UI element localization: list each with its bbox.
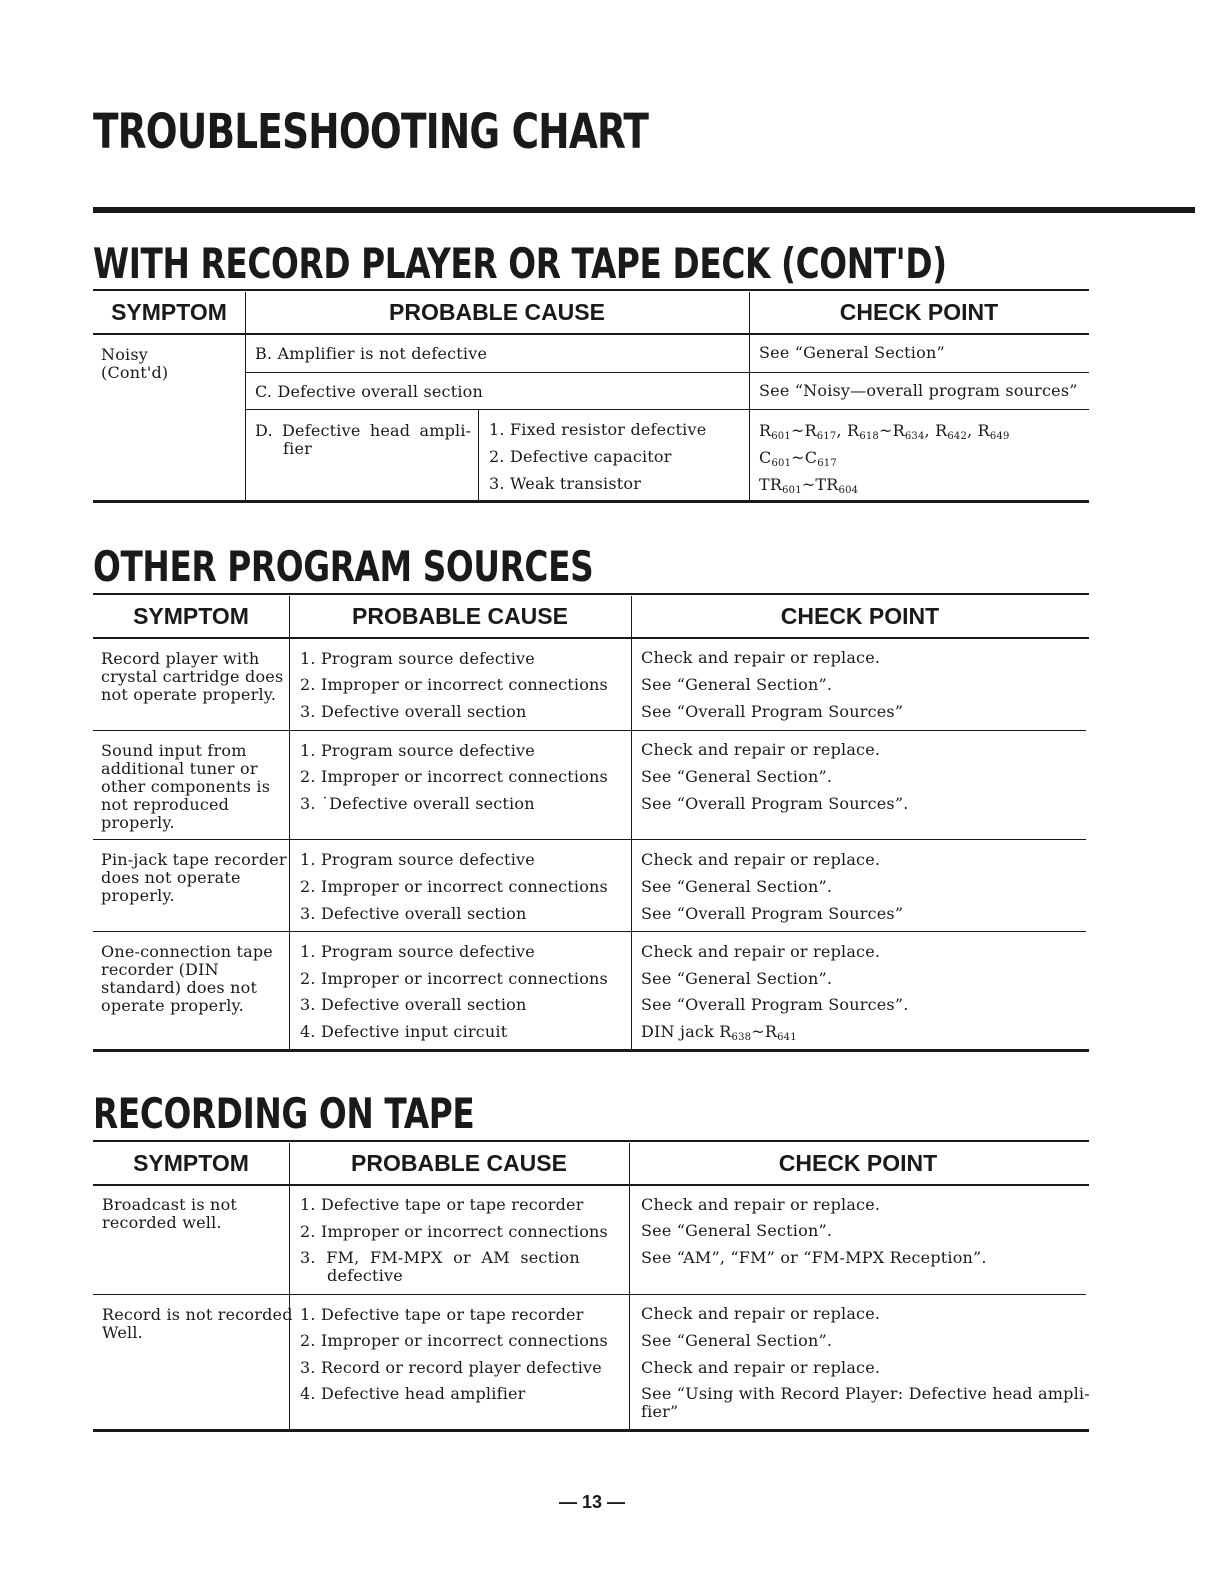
- symptom-text: operate properly.: [101, 996, 244, 1015]
- header-symptom: SYMPTOM: [111, 299, 227, 325]
- symptom-text: Pin-jack tape recorder: [101, 850, 287, 869]
- symptom-text: One-connection tape: [101, 942, 273, 961]
- cause-text: 3. ˙Defective overall section: [300, 794, 535, 813]
- check-text: See “General Section”: [759, 343, 945, 362]
- table-top-rule: [93, 593, 1089, 595]
- cause-text: 1. Defective tape or tape recorder: [300, 1305, 584, 1324]
- cause-text: fier: [283, 439, 312, 458]
- row-divider: [245, 409, 1089, 410]
- cause-text: 2. Improper or incorrect connections: [300, 675, 608, 694]
- cause-text: C. Defective overall section: [255, 382, 484, 401]
- check-text-transistors: $TR_{601}\sim TR_{604}$: [759, 475, 859, 496]
- symptom-text: not operate properly.: [101, 685, 277, 704]
- header-symptom: SYMPTOM: [133, 603, 249, 629]
- check-text: fier”: [641, 1402, 679, 1421]
- header-rule: [93, 637, 1089, 639]
- cause-text: 2. Improper or incorrect connections: [300, 1331, 608, 1350]
- symptom-text: Record player with: [101, 649, 260, 668]
- cause-text: 1. Defective tape or tape recorder: [300, 1195, 584, 1214]
- check-text: See “General Section”.: [641, 767, 833, 786]
- column-divider: [749, 292, 750, 500]
- table-bottom-rule: [93, 1049, 1089, 1052]
- symptom-text: does not operate: [101, 868, 241, 887]
- check-text: See “General Section”.: [641, 1221, 833, 1240]
- header-symptom: SYMPTOM: [133, 1150, 249, 1176]
- header-probable-cause: PROBABLE CAUSE: [389, 299, 605, 325]
- sub-cause-text: 2. Defective capacitor: [489, 447, 672, 466]
- check-text: See “Overall Program Sources”.: [641, 995, 909, 1014]
- cause-text: 3. FM, FM-MPX or AM section: [300, 1248, 580, 1267]
- symptom-text: Record is not recorded: [102, 1305, 293, 1324]
- cause-text: 4. Defective head amplifier: [300, 1384, 526, 1403]
- cause-text: 2. Improper or incorrect connections: [300, 969, 608, 988]
- check-text: Check and repair or replace.: [641, 1195, 881, 1214]
- check-text: Check and repair or replace.: [641, 942, 881, 961]
- check-text-din-jack: DIN jack $R_{638}\sim R_{641}$: [641, 1022, 797, 1043]
- column-divider: [289, 1143, 290, 1430]
- cause-text: 2. Improper or incorrect connections: [300, 1222, 608, 1241]
- page-title: TROUBLESHOOTING CHART: [93, 104, 649, 160]
- section-title-other-program-sources: OTHER PROGRAM SOURCES: [93, 542, 594, 591]
- symptom-text: Well.: [102, 1323, 143, 1342]
- column-divider: [631, 596, 632, 1049]
- title-divider: [93, 207, 1195, 213]
- row-divider: [93, 839, 1086, 840]
- cause-text: defective: [327, 1266, 403, 1285]
- cause-text: 3. Defective overall section: [300, 995, 527, 1014]
- row-divider: [93, 730, 1086, 731]
- check-text: See “General Section”.: [641, 877, 833, 896]
- symptom-text: Sound input from: [101, 741, 247, 760]
- page-number: — 13 —: [558, 1492, 626, 1512]
- symptom-text: standard) does not: [101, 978, 258, 997]
- row-divider: [93, 1294, 1086, 1295]
- sub-cause-text: 1. Fixed resistor defective: [489, 420, 707, 439]
- header-check-point: CHECK POINT: [778, 1150, 938, 1176]
- check-text: Check and repair or replace.: [641, 1358, 881, 1377]
- table-top-rule: [93, 289, 1089, 291]
- check-text: See “General Section”.: [641, 1331, 833, 1350]
- cause-text: 2. Improper or incorrect connections: [300, 877, 608, 896]
- check-text: Check and repair or replace.: [641, 850, 881, 869]
- cause-text: 1. Program source defective: [300, 741, 535, 760]
- symptom-text: properly.: [101, 813, 175, 832]
- cause-text: 1. Program source defective: [300, 942, 535, 961]
- table-bottom-rule: [93, 1429, 1089, 1432]
- header-rule: [93, 1184, 1089, 1186]
- check-text: Check and repair or replace.: [641, 740, 881, 759]
- header-probable-cause: PROBABLE CAUSE: [352, 603, 568, 629]
- column-divider: [245, 292, 246, 500]
- symptom-text: recorder (DIN: [101, 960, 219, 979]
- cause-text: 3. Defective overall section: [300, 702, 527, 721]
- header-probable-cause: PROBABLE CAUSE: [351, 1150, 567, 1176]
- symptom-text: additional tuner or: [101, 759, 258, 778]
- check-text: See “Overall Program Sources”.: [641, 794, 909, 813]
- symptom-text: properly.: [101, 886, 175, 905]
- header-rule: [93, 333, 1089, 335]
- check-text: See “General Section”.: [641, 969, 833, 988]
- section-title-recording-on-tape: RECORDING ON TAPE: [93, 1089, 475, 1138]
- cause-text: 4. Defective input circuit: [300, 1022, 508, 1041]
- column-divider: [289, 596, 290, 1049]
- symptom-text: recorded well.: [102, 1213, 222, 1232]
- cause-text: 2. Improper or incorrect connections: [300, 767, 608, 786]
- check-text: See “Noisy—overall program sources”: [759, 381, 1078, 400]
- table-top-rule: [93, 1140, 1089, 1142]
- check-text: See “Overall Program Sources”: [641, 904, 904, 923]
- cause-text: 1. Program source defective: [300, 850, 535, 869]
- check-text: See “Overall Program Sources”: [641, 702, 904, 721]
- cause-text: B. Amplifier is not defective: [255, 344, 488, 363]
- sub-cause-text: 3. Weak transistor: [489, 474, 642, 493]
- check-text-resistors: $R_{601}\sim R_{617}$, $R_{618}\sim R_{634}$, $R_{642}$, $R_{649}$: [759, 421, 1010, 442]
- cause-text: D. Defective head ampli-: [255, 421, 472, 440]
- row-divider: [245, 372, 1089, 373]
- check-text: See “Using with Record Player: Defective head ampli-: [641, 1384, 1090, 1403]
- check-text: Check and repair or replace.: [641, 648, 881, 667]
- symptom-text: Noisy: [101, 345, 148, 364]
- symptom-text: Broadcast is not: [102, 1195, 238, 1214]
- sub-column-divider: [478, 410, 479, 500]
- symptom-text: other components is: [101, 777, 271, 796]
- check-text: Check and repair or replace.: [641, 1304, 881, 1323]
- check-text: See “General Section”.: [641, 675, 833, 694]
- section-title-record-player-cont: WITH RECORD PLAYER OR TAPE DECK (CONT'D): [93, 239, 947, 288]
- symptom-text: crystal cartridge does: [101, 667, 284, 686]
- column-divider: [629, 1143, 630, 1430]
- header-check-point: CHECK POINT: [839, 299, 999, 325]
- table-bottom-rule: [93, 500, 1089, 503]
- cause-text: 3. Defective overall section: [300, 904, 527, 923]
- symptom-text: not reproduced: [101, 795, 230, 814]
- row-divider: [93, 931, 1086, 932]
- check-text: See “AM”, “FM” or “FM-MPX Reception”.: [641, 1248, 987, 1267]
- header-check-point: CHECK POINT: [780, 603, 940, 629]
- cause-text: 1. Program source defective: [300, 649, 535, 668]
- symptom-text: (Cont'd): [101, 363, 169, 382]
- check-text-capacitors: $C_{601}\sim C_{617}$: [759, 448, 837, 469]
- cause-text: 3. Record or record player defective: [300, 1358, 602, 1377]
